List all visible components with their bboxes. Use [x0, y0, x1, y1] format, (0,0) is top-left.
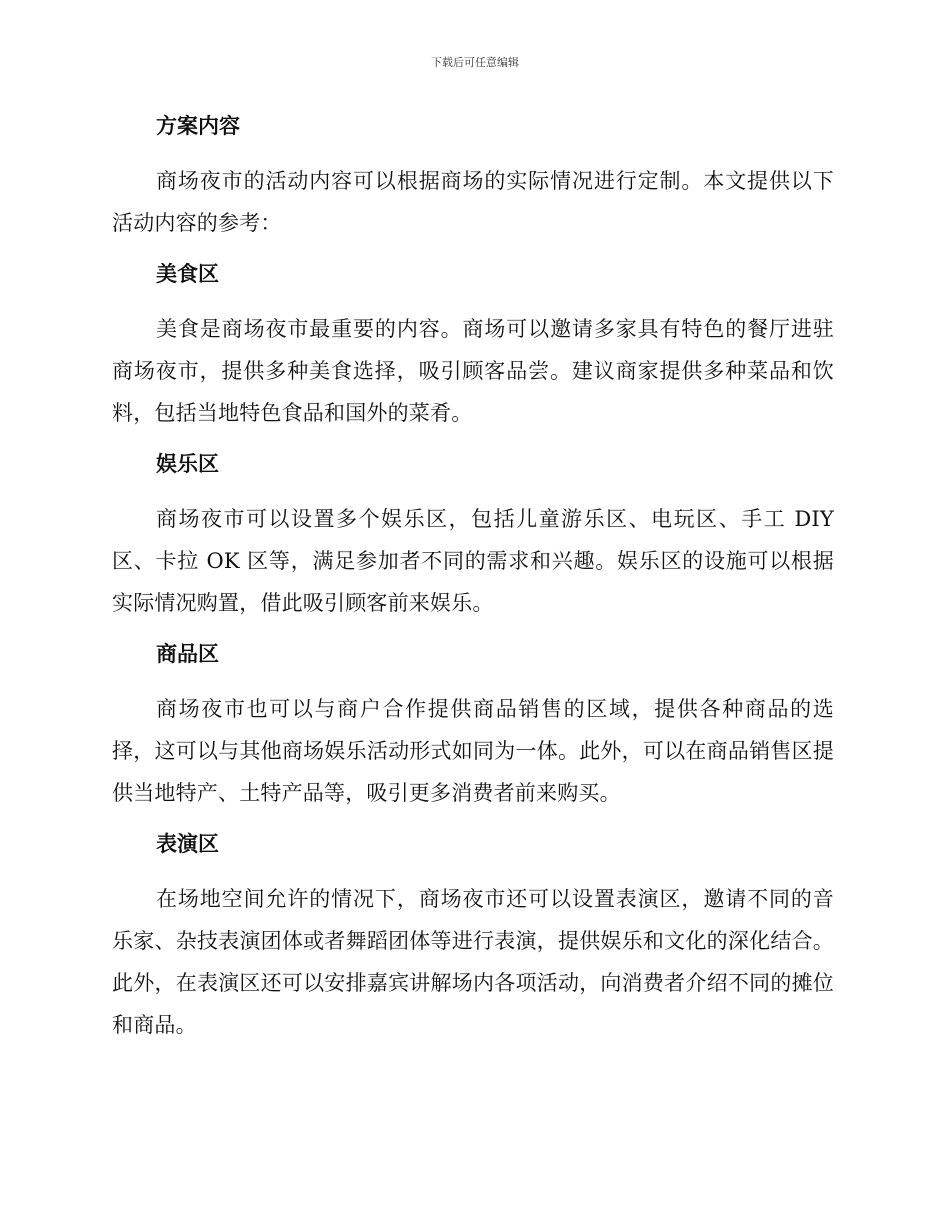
section-heading-entertainment: 娱乐区 — [156, 452, 219, 476]
section-paragraph-entertainment: 商场夜市可以设置多个娱乐区，包括儿童游乐区、电玩区、手工 DIY 区、卡拉 OK 区等，满足参加者不同的需求和兴趣。娱乐区的设施可以根据实际情况购置，借此吸引顾客前来娱乐。 — [112, 507, 834, 615]
section-heading-goods: 商品区 — [156, 642, 219, 666]
section-paragraph-food: 美食是商场夜市最重要的内容。商场可以邀请多家具有特色的餐厅进驻商场夜市，提供多种美食选择，吸引顾客品尝。建议商家提供多种菜品和饮料，包括当地特色食品和国外的菜肴。 — [112, 317, 834, 425]
section-heading-food: 美食区 — [156, 262, 219, 286]
document-body — [112, 110, 834, 1060]
section-paragraph-performance: 在场地空间允许的情况下，商场夜市还可以设置表演区，邀请不同的音乐家、杂技表演团体或者舞蹈团体等进行表演，提供娱乐和文化的深化结合。此外，在表演区还可以安排嘉宾讲解场内各项活动，向消费者介绍不同的摊位和商品。 — [112, 887, 834, 1037]
section-paragraph-goods: 商场夜市也可以与商户合作提供商品销售的区域，提供各种商品的选择，这可以与其他商场娱乐活动形式如同为一体。此外，可以在商品销售区提供当地特产、土特产品等，吸引更多消费者前来购买。 — [112, 697, 834, 805]
header-note: 下载后可任意编辑 — [431, 56, 519, 69]
section-heading-plan: 方案内容 — [156, 114, 240, 138]
section-heading-performance: 表演区 — [156, 832, 219, 856]
section-paragraph-plan: 商场夜市的活动内容可以根据商场的实际情况进行定制。本文提供以下活动内容的参考： — [112, 169, 834, 235]
